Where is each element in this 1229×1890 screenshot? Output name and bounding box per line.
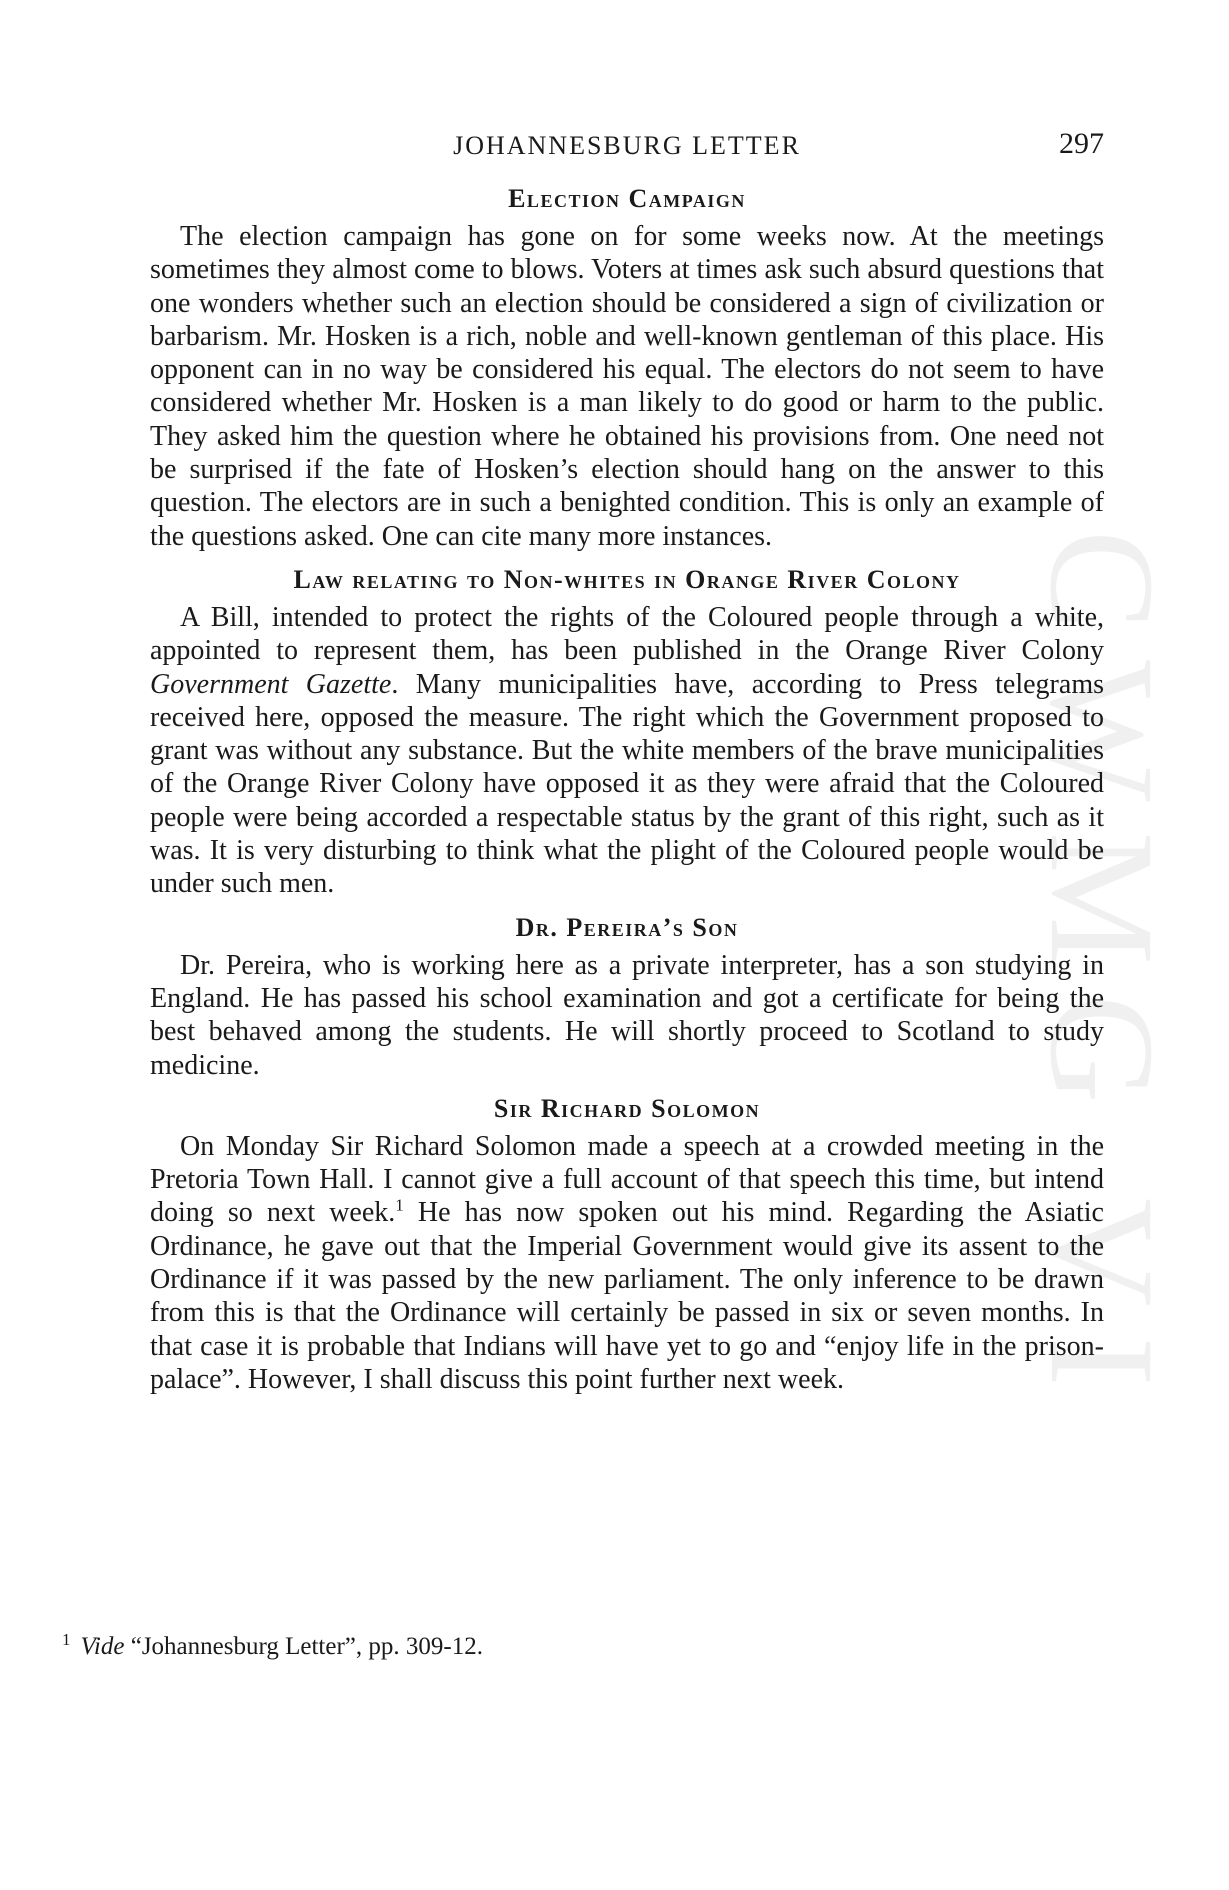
- footnote-marker: 1: [62, 1629, 71, 1649]
- page-number: 297: [1059, 127, 1104, 160]
- document-page: [150, 0, 1104, 1890]
- paragraph-text: He has now spoken out his mind. Regarding the Asiatic Ordinance, he gave out that the Imperial Government would give its assent to the Ordinance if it was passed by the new parliament. The only inference to be drawn from this is that the Ordinance will certainly be passed in six or seven months. In that case it is probable that Indians will have yet to go and “enjoy life in the prison-palace”. However, I shall discuss this point further next week.: [150, 1197, 1104, 1395]
- section-paragraph: Dr. Pereira, who is working here as a private interpreter, has a son studying in England. He has passed his school examination and got a certificate for being the best behaved among the students. He will shortly proceed to Scotland to study medicine.: [150, 949, 1104, 1081]
- section-law-non-whites: [150, 563, 1104, 901]
- paragraph-text: On Monday Sir Richard Solomon made a speech at a crowded meeting in the Pretoria Town Hall. I cannot give a full account of that speech this time, but intend doing so next week.: [150, 1130, 1104, 1229]
- running-title: JOHANNESBURG LETTER: [453, 131, 801, 160]
- footnote: [62, 1629, 922, 1662]
- section-heading: Law relating to Non-whites in Orange River Colony: [293, 564, 961, 594]
- watermark-text: CWMG VI: [1019, 530, 1185, 1417]
- section-heading: Dr. Pereira’s Son: [515, 912, 739, 942]
- paragraph-text: . Many municipalities have, according to Press telegrams received here, opposed the measure. The right which the Government proposed to grant was without any substance. But the white members of the brave municipalities of the Orange River Colony have opposed it as they were afraid that the Coloured people were being accorded a respectable status by the grant of this right, such as it was. It is very disturbing to think what the plight of the Coloured people would be under such men.: [150, 668, 1104, 900]
- footnote-italic: Vide: [80, 1633, 125, 1660]
- publication-title: Government Gazette: [150, 668, 392, 700]
- footnote-reference[interactable]: 1: [395, 1196, 404, 1216]
- footnote-text: “Johannesburg Letter”, pp. 309-12.: [124, 1633, 483, 1660]
- section-paragraph: [150, 601, 1104, 901]
- section-heading: Sir Richard Solomon: [493, 1093, 761, 1123]
- section-heading: Election Campaign: [508, 184, 746, 213]
- paragraph-text: A Bill, intended to protect the rights of the Coloured people through a white, appointed to represent them, has been published in the Orange River Colony: [150, 601, 1104, 667]
- section-paragraph: The election campaign has gone on for some weeks now. At the meetings sometimes they almost come to blows. Voters at times ask such absurd questions that one wonders whether such an election should be considered a sign of civilization or barbarism. Mr. Hosken is a rich, noble and well-known gentleman of this place. His opponent can in no way be considered his equal. The electors do not seem to have considered whether Mr. Hosken is a man likely to do good or harm to the public. They asked him the question where he obtained his provisions from. One need not be surprised if the fate of Hosken’s election should hang on the answer to this question. The electors are in such a benighted condition. This is only an example of the questions asked. One can cite many more instances.: [150, 221, 1104, 552]
- section-election-campaign: [150, 182, 1104, 553]
- section-paragraph: [150, 1130, 1104, 1396]
- section-pereira-son: [150, 911, 1104, 1082]
- body-text: [150, 182, 1104, 1406]
- section-richard-solomon: [150, 1092, 1104, 1396]
- running-header: [150, 127, 1104, 167]
